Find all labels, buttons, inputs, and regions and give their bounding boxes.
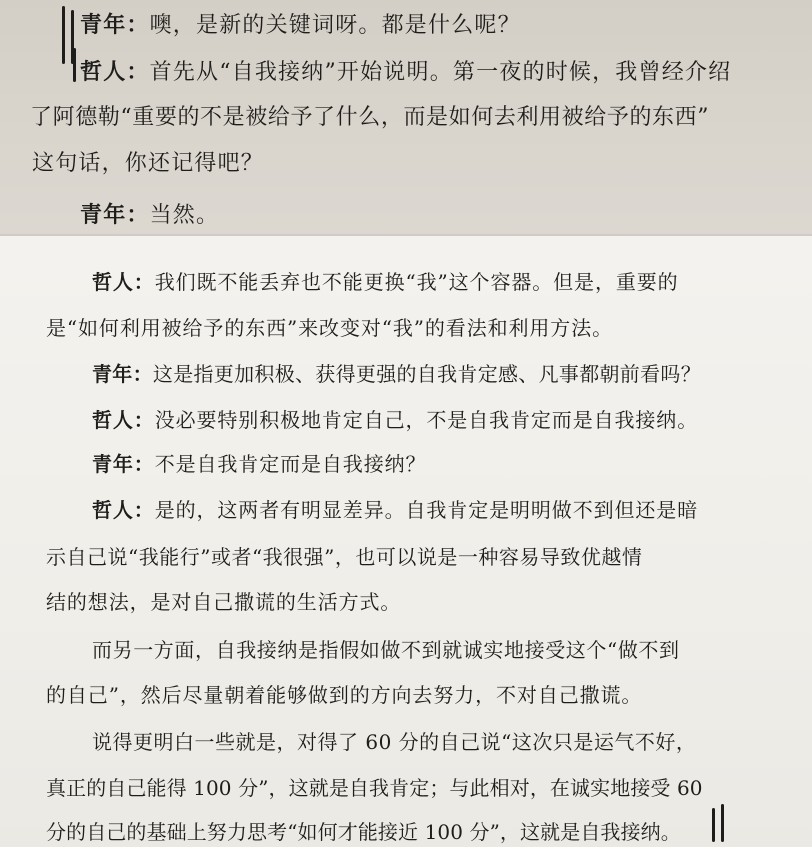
text-line: 哲人：是的，这两者有明显差异。自我肯定是明明做不到但还是暗 (92, 498, 699, 522)
text-line: 青年：这是指更加积极、获得更强的自我肯定感、凡事都朝前看吗？ (92, 362, 702, 386)
text-line: 分的自己的基础上努力思考“如何才能接近 100 分”，这就是自我接纳。 (46, 820, 681, 844)
pen-mark-left-1 (62, 6, 65, 64)
bottom-page-photo (0, 236, 812, 847)
text-line: 这句话，你还记得吧？ (32, 151, 265, 176)
text-line: 说得更明白一些就是，对得了 60 分的自己说“这次只是运气不好， (92, 730, 697, 754)
text-line: 是“如何利用被给予的东西”来改变对“我”的看法和利用方法。 (46, 316, 613, 340)
text-line: 哲人：首先从“自我接纳”开始说明。第一夜的时候，我曾经介绍 (80, 60, 732, 85)
text-line: 结的想法，是对自己撒谎的生活方式。 (46, 590, 402, 614)
text-line: 而另一方面，自我接纳是指假如做不到就诚实地接受这个“做不到 (92, 638, 680, 662)
text-line: 哲人：没必要特别积极地肯定自己，不是自我肯定而是自我接纳。 (92, 408, 699, 432)
text-line: 真正的自己能得 100 分”，这就是自我肯定；与此相对，在诚实地接受 60 (46, 776, 703, 800)
text-line: 哲人：我们既不能丢弃也不能更换“我”这个容器。但是，重要的 (92, 270, 679, 294)
text-line: 的自己”，然后尽量朝着能够做到的方向去努力，不对自己撒谎。 (46, 683, 643, 707)
text-line: 青年：不是自我肯定而是自我接纳？ (92, 452, 427, 476)
top-page-photo (0, 0, 812, 236)
text-line: 示自己说“我能行”或者“我很强”，也可以说是一种容易导致优越情 (46, 545, 643, 569)
text-line: 青年：当然。 (80, 203, 220, 228)
text-line: 青年：噢，是新的关键词呀。都是什么呢？ (80, 13, 521, 38)
pen-mark-left-3 (73, 48, 76, 82)
text-line: 了阿德勒“重要的不是被给予了什么，而是如何去利用被给予的东西” (30, 105, 710, 130)
pen-mark-right-1 (712, 808, 715, 842)
pen-mark-right-2 (721, 804, 724, 842)
